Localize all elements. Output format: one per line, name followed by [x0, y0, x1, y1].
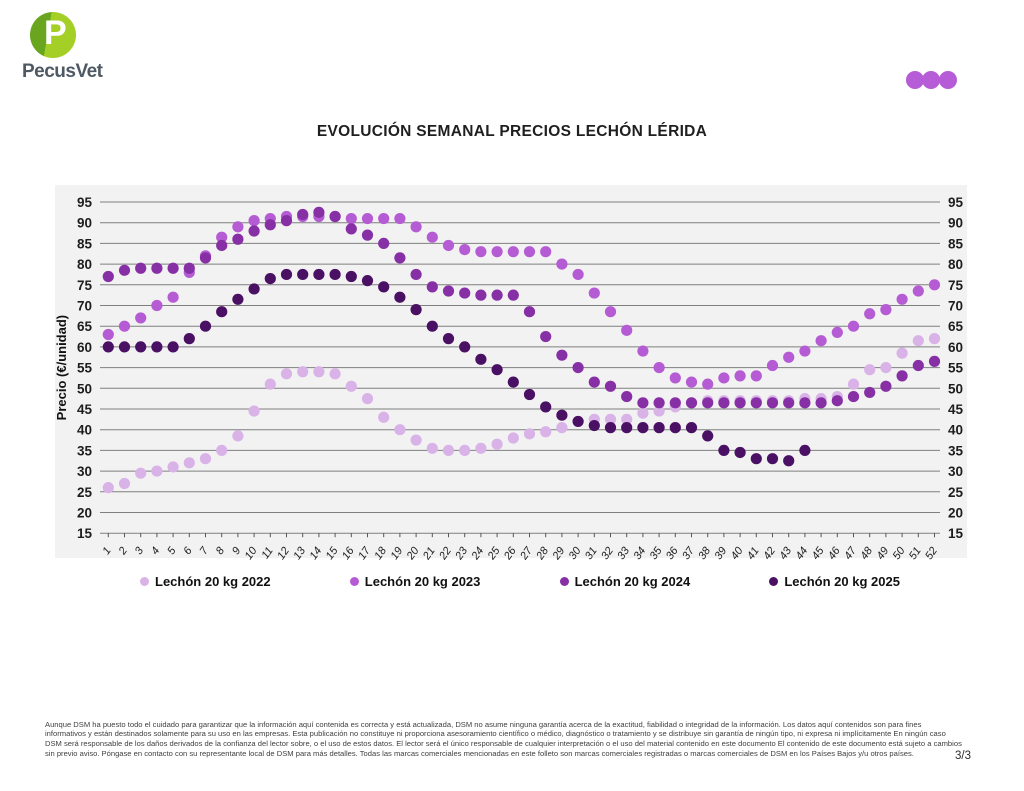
- x-tick-label: 41: [744, 545, 762, 560]
- y-tick-label-right: 60: [948, 339, 964, 355]
- x-tick-label: 21: [420, 545, 438, 560]
- x-tick-label: 26: [501, 545, 519, 560]
- data-point: [265, 273, 276, 284]
- data-point: [654, 362, 665, 373]
- data-point: [913, 360, 924, 371]
- data-point: [783, 352, 794, 363]
- data-point: [249, 405, 260, 416]
- x-tick-label: 38: [696, 545, 714, 560]
- data-point: [621, 391, 632, 402]
- data-point: [832, 327, 843, 338]
- x-tick-label: 40: [728, 545, 746, 560]
- x-tick-label: 12: [275, 545, 292, 560]
- data-point: [475, 290, 486, 301]
- data-point: [816, 335, 827, 346]
- data-point: [168, 341, 179, 352]
- data-point: [249, 215, 260, 226]
- y-tick-label-right: 15: [948, 526, 964, 542]
- y-tick-label-left: 60: [76, 339, 92, 355]
- data-point: [767, 453, 778, 464]
- data-point: [475, 443, 486, 454]
- x-tick-label: 1: [100, 545, 114, 557]
- data-point: [135, 263, 146, 274]
- price-evolution-chart: [0, 185, 1024, 560]
- data-point: [265, 219, 276, 230]
- data-point: [232, 221, 243, 232]
- x-tick-label: 34: [631, 545, 649, 560]
- x-tick-label: 17: [356, 545, 373, 560]
- chart-area: [0, 185, 1024, 560]
- x-tick-label: 29: [550, 545, 568, 560]
- data-point: [330, 269, 341, 280]
- data-point: [168, 461, 179, 472]
- data-point: [799, 345, 810, 356]
- data-point: [151, 466, 162, 477]
- data-point: [427, 281, 438, 292]
- data-point: [443, 240, 454, 251]
- data-point: [589, 287, 600, 298]
- data-point: [751, 370, 762, 381]
- data-point: [832, 395, 843, 406]
- legend-dot-icon: [560, 577, 569, 586]
- x-tick-label: 14: [307, 545, 325, 560]
- x-tick-label: 28: [534, 545, 552, 560]
- data-point: [767, 360, 778, 371]
- data-point: [686, 422, 697, 433]
- x-tick-label: 52: [923, 545, 940, 560]
- data-point: [362, 213, 373, 224]
- legend-dot-icon: [140, 577, 149, 586]
- data-point: [686, 376, 697, 387]
- data-point: [799, 445, 810, 456]
- data-point: [362, 393, 373, 404]
- data-point: [297, 209, 308, 220]
- y-tick-label-left: 55: [76, 360, 92, 376]
- data-point: [200, 252, 211, 263]
- y-tick-label-left: 75: [76, 277, 92, 293]
- data-point: [378, 213, 389, 224]
- data-point: [492, 439, 503, 450]
- x-tick-label: 9: [230, 545, 244, 557]
- y-axis-title: Precio (€/unidad): [54, 314, 69, 421]
- data-point: [475, 354, 486, 365]
- y-tick-label-right: 45: [948, 402, 964, 417]
- legend-label: Lechón 20 kg 2024: [574, 574, 691, 589]
- data-point: [556, 422, 567, 433]
- legend-item: [769, 574, 900, 589]
- data-point: [346, 223, 357, 234]
- logo-letter: P: [44, 14, 67, 52]
- data-point: [718, 397, 729, 408]
- data-point: [718, 372, 729, 383]
- data-point: [330, 211, 341, 222]
- x-tick-label: 7: [197, 545, 211, 557]
- data-point: [929, 279, 940, 290]
- x-tick-label: 42: [761, 545, 778, 560]
- data-point: [848, 321, 859, 332]
- legend-label: Lechón 20 kg 2023: [364, 574, 481, 589]
- y-tick-label-right: 90: [948, 215, 964, 231]
- y-tick-label-left: 50: [76, 381, 92, 397]
- x-tick-label: 11: [259, 545, 276, 560]
- dot-icon: [939, 71, 957, 89]
- x-tick-label: 13: [291, 545, 309, 560]
- data-point: [281, 368, 292, 379]
- y-tick-label-right: 50: [948, 381, 964, 397]
- data-point: [751, 397, 762, 408]
- x-tick-label: 15: [323, 545, 341, 560]
- data-point: [103, 271, 114, 282]
- x-tick-label: 33: [615, 545, 633, 560]
- x-tick-label: 3: [132, 545, 147, 557]
- legend-item: [140, 574, 271, 589]
- data-point: [686, 397, 697, 408]
- legend-item: [350, 574, 481, 589]
- data-point: [573, 362, 584, 373]
- data-point: [605, 306, 616, 317]
- data-point: [637, 422, 648, 433]
- y-tick-label-left: 85: [76, 236, 92, 252]
- chart-panel: [55, 185, 967, 558]
- data-point: [119, 341, 130, 352]
- data-point: [735, 370, 746, 381]
- data-point: [362, 275, 373, 286]
- x-tick-label: 8: [213, 545, 228, 557]
- y-tick-label-left: 35: [76, 443, 92, 459]
- data-point: [654, 397, 665, 408]
- disclaimer-text: Aunque DSM ha puesto todo el cuidado para garantizar que la información aquí contenida es correcta y está actualizada, DSM no asume ninguna garantía acerca de la exactitud, fiabilidad o integridad de la información. Los datos aquí contenidos son para fines informativos y están destinados solamente para su uso en las empresas. Esta publicación no constituye ni proporciona asesoramiento científico o médico, diagnóstico o tratamiento y se distribuye sin garantía de ningún tipo, ni expresa ni implícitamente En ningún caso DSM será responsable de los daños derivados de la confianza del lector sobre, o el uso de estos datos. El lector será el único responsable de cualquier interpretación o el uso del material contenido en este documento El contenido de este documento está sujeto a cambios sin previo aviso. Póngase en contacto con su representante local de DSM para más detalles. Todas las marcas comerciales mencionadas en este folleto son marcas comerciales registradas o marcas comerciales de DSM en los Países Bajos y/u otros países.: [45, 719, 962, 759]
- data-point: [492, 246, 503, 257]
- data-point: [508, 376, 519, 387]
- pecusvet-logo-icon: [30, 12, 76, 58]
- data-point: [313, 366, 324, 377]
- y-tick-label-left: 90: [76, 215, 92, 231]
- x-tick-label: 31: [582, 545, 600, 560]
- data-point: [524, 428, 535, 439]
- data-point: [913, 285, 924, 296]
- data-point: [200, 453, 211, 464]
- data-point: [427, 232, 438, 243]
- data-point: [184, 457, 195, 468]
- data-point: [281, 215, 292, 226]
- data-point: [378, 281, 389, 292]
- data-point: [427, 443, 438, 454]
- data-point: [508, 432, 519, 443]
- data-point: [767, 397, 778, 408]
- page-title: EVOLUCIÓN SEMANAL PRECIOS LECHÓN LÉRIDA: [316, 123, 708, 140]
- data-point: [200, 321, 211, 332]
- dot-icon: [922, 71, 940, 89]
- x-tick-label: 16: [339, 545, 357, 560]
- data-point: [297, 366, 308, 377]
- data-point: [346, 271, 357, 282]
- y-tick-label-right: 95: [948, 195, 964, 210]
- page-number: 3/3: [955, 750, 971, 762]
- data-point: [151, 341, 162, 352]
- x-tick-label: 39: [712, 545, 730, 560]
- data-point: [637, 345, 648, 356]
- data-point: [216, 445, 227, 456]
- data-point: [135, 341, 146, 352]
- x-tick-label: 27: [518, 545, 535, 560]
- data-point: [394, 213, 405, 224]
- data-point: [411, 269, 422, 280]
- data-point: [702, 430, 713, 441]
- x-tick-label: 37: [680, 545, 697, 560]
- data-point: [330, 368, 341, 379]
- data-point: [411, 221, 422, 232]
- y-tick-label-left: 15: [76, 526, 92, 542]
- data-point: [232, 234, 243, 245]
- data-point: [573, 269, 584, 280]
- x-tick-label: 48: [858, 545, 876, 560]
- data-point: [459, 341, 470, 352]
- data-point: [702, 379, 713, 390]
- data-point: [475, 246, 486, 257]
- data-point: [556, 259, 567, 270]
- x-tick-label: 50: [890, 545, 908, 560]
- data-point: [249, 225, 260, 236]
- data-point: [411, 304, 422, 315]
- data-point: [556, 410, 567, 421]
- x-tick-label: 10: [242, 545, 260, 560]
- y-tick-label-left: 20: [76, 505, 92, 521]
- data-point: [654, 422, 665, 433]
- y-tick-label-left: 70: [76, 298, 92, 314]
- data-point: [313, 207, 324, 218]
- data-point: [443, 445, 454, 456]
- x-tick-label: 6: [181, 545, 195, 557]
- data-point: [524, 246, 535, 257]
- data-point: [880, 381, 891, 392]
- x-tick-label: 20: [404, 545, 422, 560]
- data-point: [540, 401, 551, 412]
- data-point: [929, 333, 940, 344]
- legend-label: Lechón 20 kg 2022: [155, 574, 271, 589]
- data-point: [864, 387, 875, 398]
- data-point: [508, 246, 519, 257]
- x-tick-label: 36: [663, 545, 681, 560]
- data-point: [556, 350, 567, 361]
- data-point: [151, 263, 162, 274]
- y-tick-label-left: 45: [76, 402, 92, 417]
- x-tick-label: 2: [116, 545, 130, 557]
- data-point: [897, 370, 908, 381]
- data-point: [459, 445, 470, 456]
- data-point: [783, 397, 794, 408]
- y-tick-label-right: 85: [948, 236, 964, 252]
- y-tick-label-left: 65: [76, 319, 92, 335]
- data-point: [589, 420, 600, 431]
- y-tick-label-right: 75: [948, 277, 964, 293]
- x-tick-label: 43: [777, 545, 795, 560]
- data-point: [573, 416, 584, 427]
- y-tick-label-right: 70: [948, 298, 964, 314]
- data-point: [848, 379, 859, 390]
- x-tick-label: 30: [566, 545, 584, 560]
- y-tick-label-right: 35: [948, 443, 964, 459]
- data-point: [459, 244, 470, 255]
- data-point: [281, 269, 292, 280]
- data-point: [735, 447, 746, 458]
- data-point: [297, 269, 308, 280]
- y-tick-label-left: 40: [76, 422, 92, 438]
- data-point: [168, 263, 179, 274]
- data-point: [249, 283, 260, 294]
- data-point: [637, 397, 648, 408]
- data-point: [816, 397, 827, 408]
- y-tick-label-right: 55: [948, 360, 964, 376]
- data-point: [151, 300, 162, 311]
- x-tick-label: 4: [149, 545, 163, 557]
- data-point: [783, 455, 794, 466]
- data-point: [443, 285, 454, 296]
- data-point: [864, 364, 875, 375]
- data-point: [346, 381, 357, 392]
- data-point: [378, 238, 389, 249]
- x-tick-label: 22: [437, 545, 454, 560]
- data-point: [394, 292, 405, 303]
- data-point: [880, 362, 891, 373]
- data-point: [897, 348, 908, 359]
- data-point: [394, 424, 405, 435]
- legend-label: Lechón 20 kg 2025: [784, 574, 900, 589]
- data-point: [897, 294, 908, 305]
- data-point: [621, 325, 632, 336]
- data-point: [751, 453, 762, 464]
- data-point: [346, 213, 357, 224]
- data-point: [135, 312, 146, 323]
- data-point: [864, 308, 875, 319]
- y-tick-label-left: 80: [76, 257, 92, 273]
- data-point: [540, 426, 551, 437]
- y-tick-label-right: 65: [948, 319, 964, 335]
- data-point: [492, 364, 503, 375]
- chart-legend: [140, 574, 900, 589]
- data-point: [589, 376, 600, 387]
- data-point: [929, 356, 940, 367]
- y-tick-label-right: 20: [948, 505, 964, 521]
- data-point: [216, 240, 227, 251]
- data-point: [621, 422, 632, 433]
- data-point: [119, 265, 130, 276]
- y-tick-label-right: 30: [948, 464, 964, 480]
- data-point: [670, 422, 681, 433]
- data-point: [702, 397, 713, 408]
- x-tick-label: 32: [599, 545, 616, 560]
- data-point: [605, 422, 616, 433]
- data-point: [265, 379, 276, 390]
- data-point: [232, 294, 243, 305]
- data-point: [637, 408, 648, 419]
- data-point: [670, 397, 681, 408]
- data-point: [524, 306, 535, 317]
- data-point: [135, 468, 146, 479]
- data-point: [913, 335, 924, 346]
- data-point: [459, 287, 470, 298]
- x-tick-label: 46: [825, 545, 843, 560]
- data-point: [880, 304, 891, 315]
- data-point: [313, 269, 324, 280]
- data-point: [492, 290, 503, 301]
- data-point: [103, 482, 114, 493]
- data-point: [735, 397, 746, 408]
- x-tick-label: 24: [469, 545, 487, 560]
- data-point: [232, 430, 243, 441]
- data-point: [670, 372, 681, 383]
- y-tick-label-left: 95: [76, 195, 92, 210]
- x-tick-label: 35: [647, 545, 665, 560]
- y-tick-label-right: 25: [948, 484, 964, 500]
- data-point: [540, 246, 551, 257]
- data-point: [605, 381, 616, 392]
- data-point: [184, 333, 195, 344]
- x-tick-label: 18: [372, 545, 390, 560]
- data-point: [362, 230, 373, 241]
- legend-dot-icon: [350, 577, 359, 586]
- x-tick-label: 25: [485, 545, 503, 560]
- data-point: [427, 321, 438, 332]
- data-point: [799, 397, 810, 408]
- data-point: [184, 263, 195, 274]
- x-tick-label: 19: [388, 545, 406, 560]
- data-point: [411, 434, 422, 445]
- y-tick-label-right: 40: [948, 422, 964, 438]
- x-tick-label: 5: [165, 545, 179, 557]
- data-point: [394, 252, 405, 263]
- y-tick-label-left: 30: [76, 464, 92, 480]
- data-point: [119, 478, 130, 489]
- data-point: [540, 331, 551, 342]
- legend-item: [560, 574, 691, 589]
- data-point: [443, 333, 454, 344]
- x-tick-label: 51: [906, 545, 924, 560]
- x-tick-label: 49: [874, 545, 892, 560]
- data-point: [103, 341, 114, 352]
- data-point: [168, 292, 179, 303]
- data-point: [103, 329, 114, 340]
- x-tick-label: 45: [809, 545, 827, 560]
- y-tick-label-left: 25: [76, 484, 92, 500]
- y-tick-label-right: 80: [948, 257, 964, 273]
- logo-text: PecusVet: [22, 61, 103, 82]
- data-point: [378, 412, 389, 423]
- x-tick-label: 47: [842, 545, 859, 560]
- pecusvet-logo: [22, 12, 142, 83]
- data-point: [119, 321, 130, 332]
- legend-dot-icon: [769, 577, 778, 586]
- x-tick-label: 44: [793, 545, 811, 560]
- data-point: [524, 389, 535, 400]
- data-point: [718, 445, 729, 456]
- x-tick-label: 23: [453, 545, 471, 560]
- data-point: [508, 290, 519, 301]
- data-point: [216, 306, 227, 317]
- data-point: [848, 391, 859, 402]
